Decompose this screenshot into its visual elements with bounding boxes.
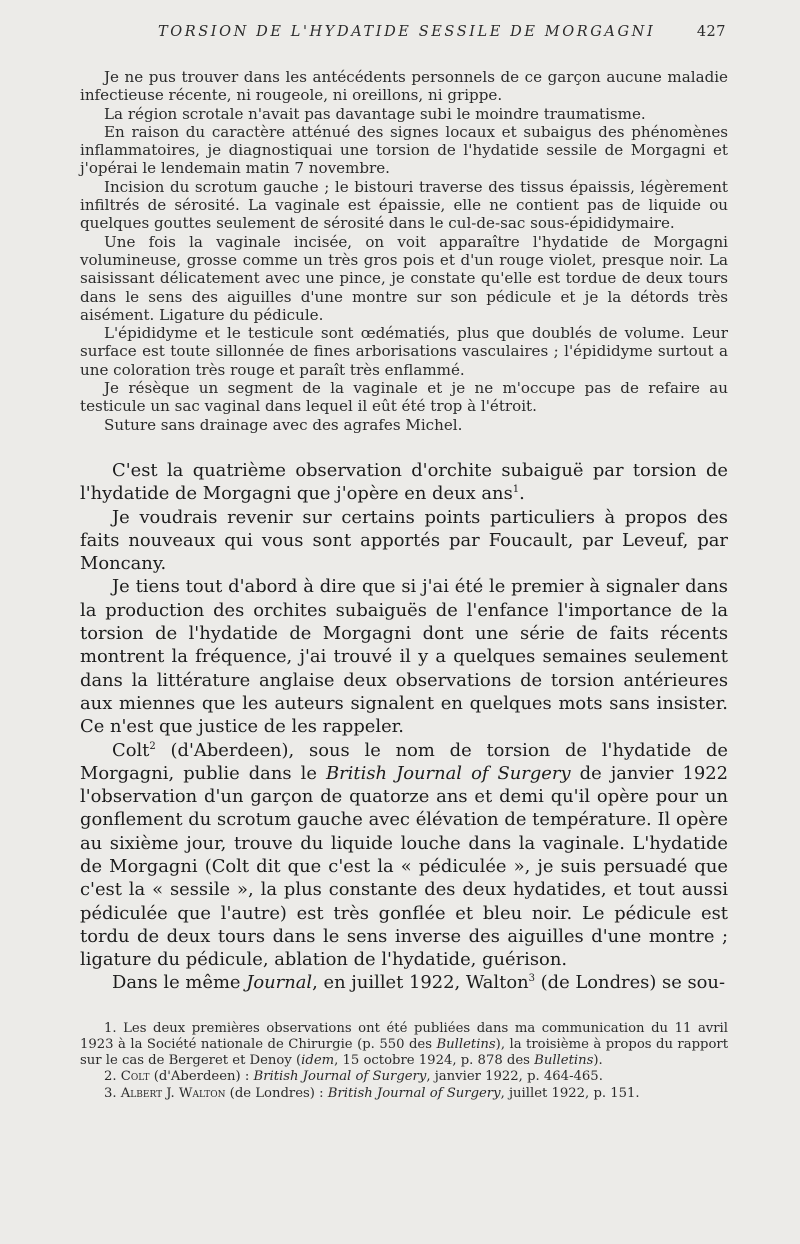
footnote-3 bbox=[80, 1086, 728, 1102]
text-run: , juillet 1922, p. 151. bbox=[500, 1085, 640, 1101]
text-run: 1. Les deux premières observations ont été publiées dans ma communication du 11 avril 1923 à la Société nationale de Chirurgie (p. 550 des bbox=[80, 1020, 728, 1052]
case-report bbox=[80, 68, 728, 434]
text-run: 3. bbox=[104, 1085, 121, 1101]
text-run: . bbox=[519, 483, 525, 505]
book-page bbox=[80, 24, 728, 1102]
idem: idem bbox=[301, 1053, 335, 1069]
footnote-ref[interactable]: 1 bbox=[512, 484, 520, 496]
publication-title: Bulletins bbox=[534, 1053, 594, 1069]
journal-title: Journal bbox=[246, 972, 313, 994]
author-name: Albert J. Walton bbox=[120, 1085, 226, 1101]
footnote-1 bbox=[80, 1021, 728, 1070]
footnotes bbox=[80, 1021, 728, 1102]
case-paragraph: La région scrotale n'avait pas davantage subi le moindre traumatisme. bbox=[104, 104, 646, 123]
case-paragraph: En raison du caractère atténué des signes locaux et subaigus des phénomènes inflammatoires, je diagnostiquai une torsion de l'hydatide sessile de Morgagni et j'opérai le lendemain matin 7 novembre. bbox=[80, 122, 728, 178]
case-paragraph: Une fois la vaginale incisée, on voit apparaître l'hydatide de Morgagni volumineuse, grosse comme un très gros pois et d'un rouge violet, presque noir. La saisissant délicatement avec une pince, je constate qu'elle est tordue de deux tours dans le sens des aiguilles d'une montre sur son pédicule et je la détords très aisément. Ligature du pédicule. bbox=[80, 232, 728, 324]
text-run: (de Londres) se sou- bbox=[535, 972, 725, 994]
text-run: (d'Aberdeen), sous le nom de torsion de l'hydatide de Morgagni, publie dans le bbox=[80, 739, 728, 784]
text-run: C'est la quatrième observation d'orchite subaiguë par torsion de l'hydatide de Morgagni que j'opère en deux ans bbox=[80, 459, 728, 505]
text-run: Colt bbox=[112, 739, 150, 761]
author-name: Colt bbox=[120, 1069, 150, 1085]
body-paragraph bbox=[80, 459, 728, 506]
text-run: (d'Aberdeen) : bbox=[149, 1069, 254, 1085]
journal-title: British Journal of Surgery bbox=[327, 1085, 501, 1101]
journal-title: British Journal of Surgery bbox=[253, 1069, 427, 1085]
text-run: , 15 octobre 1924, p. 878 des bbox=[334, 1053, 535, 1069]
footnote-ref[interactable]: 3 bbox=[528, 973, 535, 985]
text-run: , janvier 1922, p. 464-465. bbox=[426, 1069, 603, 1085]
text-run: de janvier 1922 l'observation d'un garçon de quatorze ans et demi qu'il opère pour un gonflement du scrotum gauche avec élévation de température. Il opère au sixième jour, trouve du liquide louche dans la vaginale. L'hydatide de Morgagni (Colt dit que c'est la « pédiculée », je suis persuadé que c'est la « sessile », la plus constante des deux hydatides, et tout aussi pédiculée que l'autre) est très gonflée et bleu noir. Le pédicule est tordu de deux tours dans le sens inverse des aiguilles d'une montre ; ligature du pédicule, ablation de l'hydatide, guérison. bbox=[80, 762, 729, 971]
main-text bbox=[80, 459, 728, 995]
publication-title: Bulletins bbox=[436, 1036, 496, 1052]
text-run: ), la troisième à propos du rapport sur le cas de Bergeret et Denoy ( bbox=[80, 1036, 728, 1069]
body-paragraph bbox=[80, 739, 728, 972]
case-paragraph: L'épididyme et le testicule sont œdématiés, plus que doublés de volume. Leur surface est toute sillonnée de fines arborisations vasculaires ; l'épididyme surtout a une coloration très rouge et paraît très enflammé. bbox=[80, 324, 728, 379]
text-run: (de Londres) : bbox=[225, 1085, 328, 1101]
text-run: Dans le même bbox=[112, 972, 247, 994]
case-paragraph: Je ne pus trouver dans les antécédents personnels de ce garçon aucune maladie infectieuse récente, ni rougeole, ni oreillons, ni grippe. bbox=[80, 68, 728, 105]
case-paragraph: Suture sans drainage avec des agrafes Michel. bbox=[104, 415, 463, 434]
footnote-ref[interactable]: 2 bbox=[149, 740, 156, 752]
body-paragraph: Je voudrais revenir sur certains points particuliers à propos des faits nouveaux qui vous sont apportés par Foucault, par Leveuf, par Moncany. bbox=[80, 506, 728, 575]
running-header bbox=[80, 24, 728, 50]
running-title: TORSION DE L'HYDATIDE SESSILE DE MORGAGNI bbox=[158, 24, 656, 40]
footnote-2 bbox=[80, 1069, 728, 1085]
page-number: 427 bbox=[696, 24, 726, 40]
case-paragraph: Je résèque un segment de la vaginale et je ne m'occupe pas de refaire au testicule un sac vaginal dans lequel il eût été trop à l'étroit. bbox=[80, 379, 728, 416]
text-run: , en juillet 1922, Walton bbox=[312, 972, 529, 994]
text-run: ). bbox=[593, 1053, 603, 1069]
case-paragraph: Incision du scrotum gauche ; le bistouri traverse des tissus épaissis, légèrement infiltrés de sérosité. La vaginale est épaissie, elle ne contient pas de liquide ou quelques gouttes seulement de sérosité dans le cul-de-sac sous-épididymaire. bbox=[80, 177, 728, 233]
journal-title: British Journal of Surgery bbox=[325, 762, 571, 784]
body-paragraph: Je tiens tout d'abord à dire que si j'ai été le premier à signaler dans la production des orchites subaiguës de l'enfance l'importance de la torsion de l'hydatide de Morgagni dont une série de faits récents montrent la fréquence, j'ai trouvé il y a quelques semaines seulement dans la littérature anglaise deux observations de torsion antérieures aux miennes que les auteurs signalent en quelques mots sans insister. Ce n'est que justice de les rappeler. bbox=[80, 576, 728, 738]
body-paragraph bbox=[80, 971, 728, 994]
text-run: 2. bbox=[104, 1069, 121, 1085]
